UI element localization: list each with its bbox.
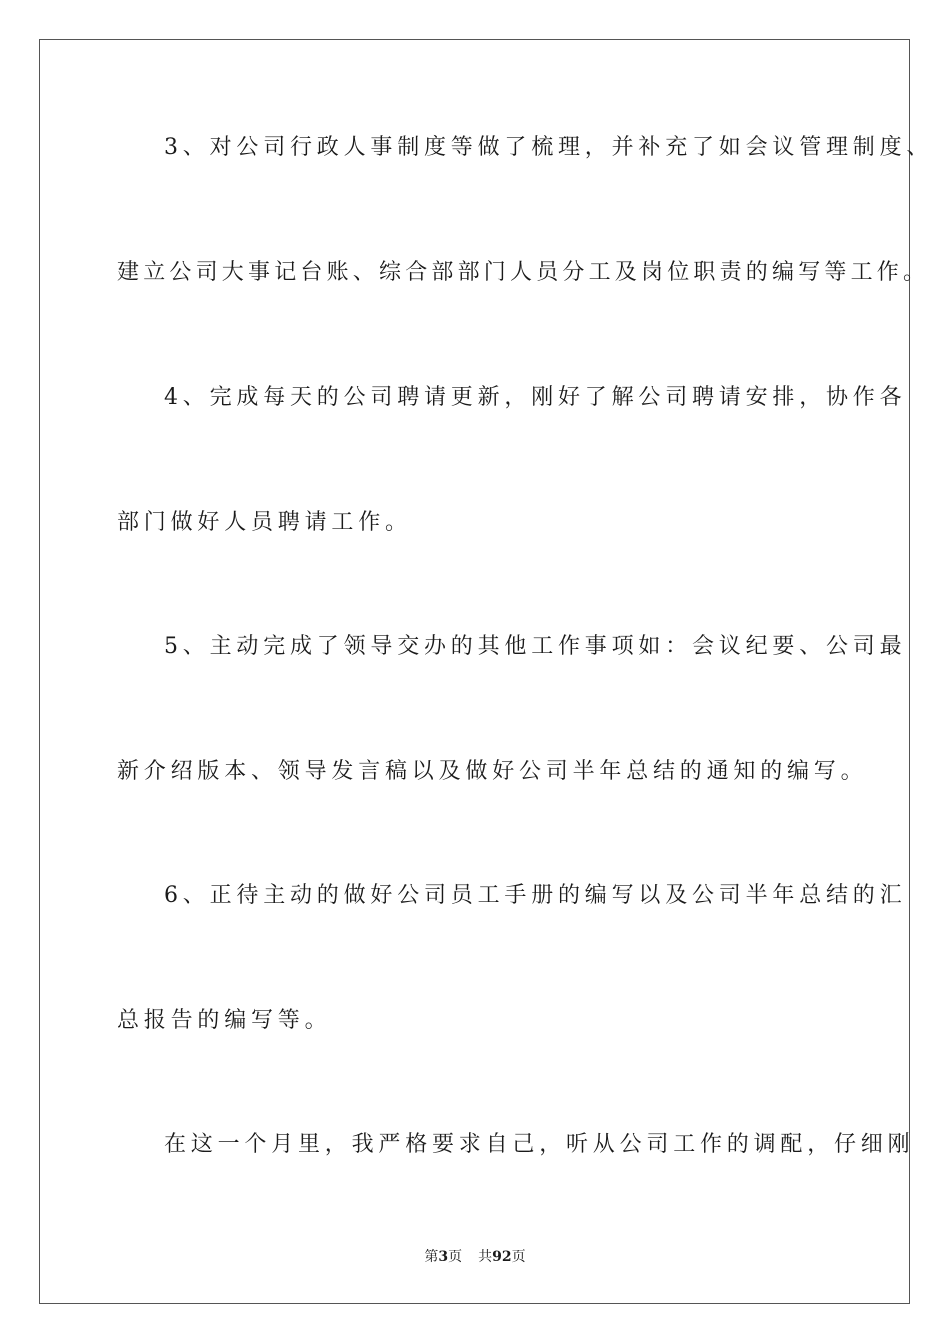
- paragraph-7-line-1: 在这一个月里，我严格要求自己，听从公司工作的调配，仔细刚: [164, 1132, 915, 1157]
- page-prefix: 第: [424, 1249, 439, 1265]
- page-suffix: 页: [448, 1249, 463, 1265]
- page-border: [39, 39, 910, 1304]
- paragraph-6-line-1: 6、正待主动的做好公司员工手册的编写以及公司半年总结的汇: [164, 883, 907, 908]
- paragraph-3-line-1: 3、对公司行政人事制度等做了梳理，并补充了如会议管理制度、: [164, 135, 934, 160]
- page-footer: [0, 1247, 950, 1267]
- paragraph-4-line-2: 部门做好人员聘请工作。: [117, 510, 412, 535]
- paragraph-5-line-1: 5、主动完成了领导交办的其他工作事项如：会议纪要、公司最: [164, 634, 907, 659]
- paragraph-5-line-2: 新介绍版本、领导发言稿以及做好公司半年总结的通知的编写。: [117, 759, 868, 784]
- total-suffix: 页: [511, 1249, 526, 1265]
- paragraph-3-line-2: 建立公司大事记台账、综合部部门人员分工及岗位职责的编写等工作。: [117, 260, 930, 285]
- total-pages: 92: [492, 1249, 512, 1265]
- paragraph-4-line-1: 4、完成每天的公司聘请更新，刚好了解公司聘请安排，协作各: [164, 385, 907, 410]
- total-prefix: 共: [478, 1249, 493, 1265]
- page-number: 3: [438, 1249, 449, 1265]
- paragraph-6-line-2: 总报告的编写等。: [117, 1008, 332, 1033]
